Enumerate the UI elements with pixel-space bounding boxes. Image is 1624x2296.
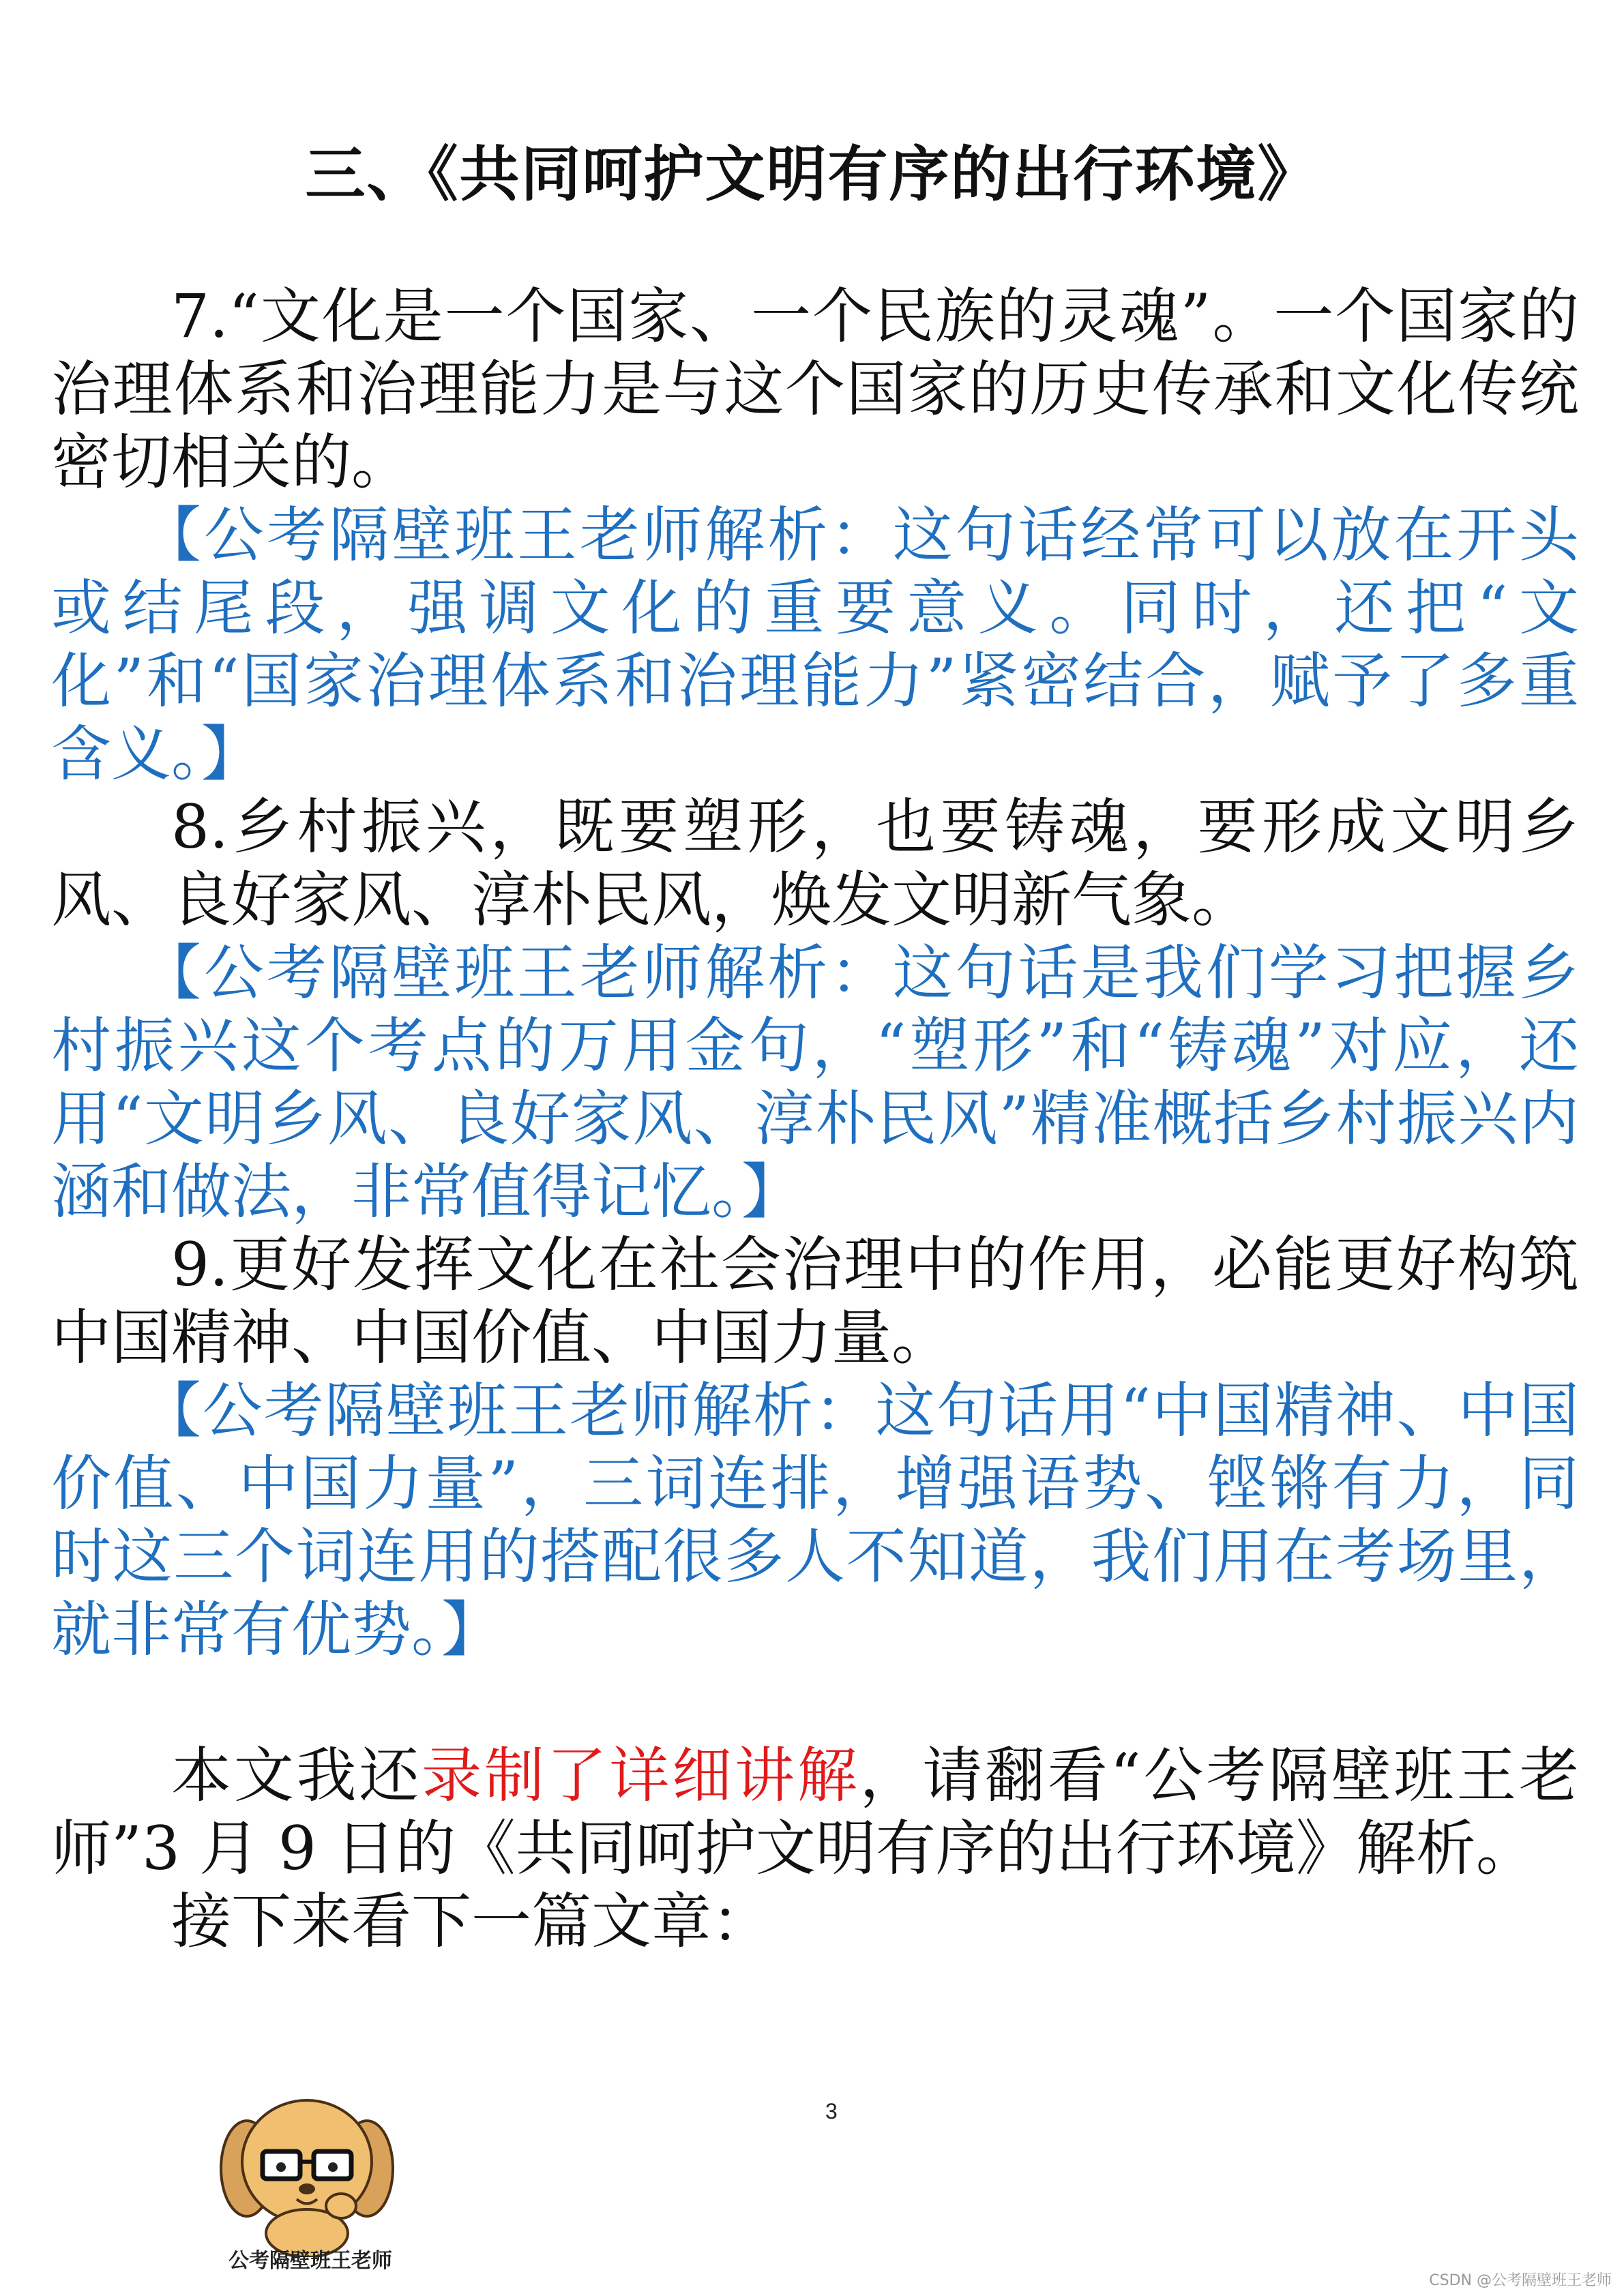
dog-mascot-logo — [205, 2087, 409, 2257]
page-number: 3 — [825, 2099, 838, 2123]
document-body — [51, 280, 1579, 1958]
quote-paragraph-9: 9.更好发挥文化在社会治理中的作用，必能更好构筑中国精神、中国价值、中国力量。 — [51, 1229, 1579, 1373]
next-article-line: 接下来看下一篇文章： — [171, 1886, 772, 1956]
quote-paragraph-8: 8.乡村振兴，既要塑形，也要铸魂，要形成文明乡风、良好家风、淳朴民风，焕发文明新气象。 — [51, 792, 1579, 935]
analysis-paragraph-7: 【公考隔壁班王老师解析：这句话经常可以放在开头或结尾段，强调文化的重要意义。同时，还把“文化”和“国家治理体系和治理能力”紧密结合，赋予了多重含义。】 — [51, 500, 1579, 789]
csdn-watermark: CSDN @公考隔壁班王老师 — [1429, 2272, 1612, 2289]
analysis-paragraph-8: 【公考隔壁班王老师解析：这句话是我们学习把握乡村振兴这个考点的万用金句，“塑形”和“铸魂”对应，还用“文明乡风、良好家风、淳朴民风”精准概括乡村振兴内涵和做法，非常值得记忆。】 — [51, 938, 1579, 1227]
note-highlight: 录制了详细讲解 — [422, 1740, 860, 1810]
quote-paragraph-7: 7.“文化是一个国家、一个民族的灵魂”。一个国家的治理体系和治理能力是与这个国家的历史传承和文化传统密切相关的。 — [51, 281, 1579, 497]
recording-note — [51, 1739, 1579, 1885]
note-suffix: ，请翻看“公考隔壁班王老师”3 月 9 日的《共同呵护文明有序的出行环境》解析。 — [51, 1740, 1579, 1883]
spacer — [51, 1666, 1579, 1739]
analysis-paragraph-9: 【公考隔壁班王老师解析：这句话用“中国精神、中国价值、中国力量”，三词连排，增强语势、铿锵有力，同时这三个词连用的搭配很多人不知道，我们用在考场里，就非常有优势。】 — [51, 1375, 1579, 1665]
page-title: 三、《共同呵护文明有序的出行环境》 — [305, 138, 1319, 209]
note-prefix: 本文我还 — [171, 1740, 422, 1810]
mascot-caption: 公考隔壁班王老师 — [228, 2249, 392, 2273]
